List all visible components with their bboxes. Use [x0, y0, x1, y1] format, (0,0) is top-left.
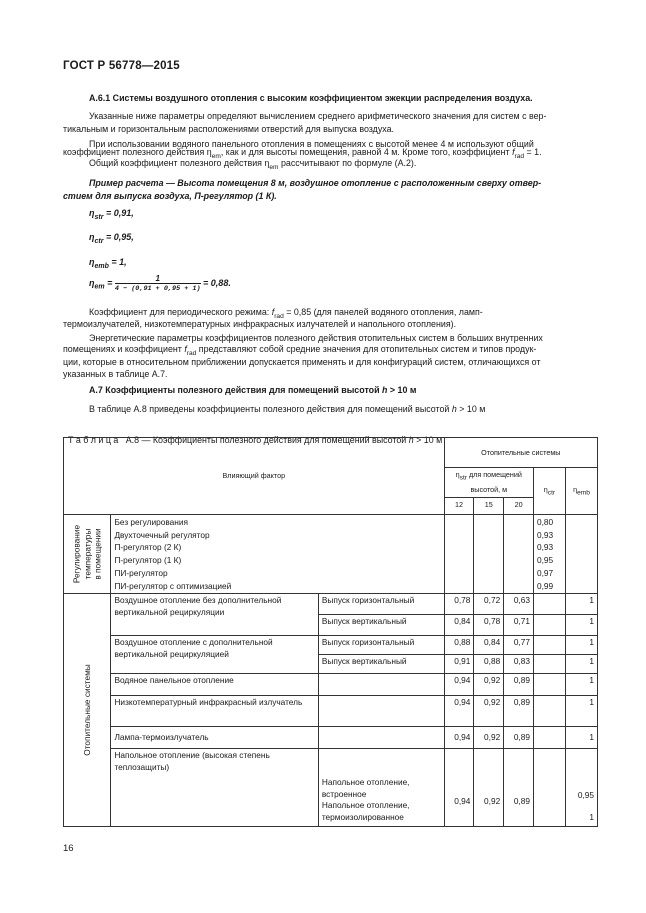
a7-p-b: > 10 м	[456, 404, 486, 414]
row-lamp-emitter: Лампа-термоизлучатель	[111, 727, 318, 749]
paragraph-1-line-1: Указанные ниже параметры определяют вычислением среднего арифметического значения для систем с вер-	[89, 111, 547, 121]
equation-eta-em	[89, 274, 231, 293]
cell-str-20: 0,83	[504, 655, 534, 674]
table-header-row-1	[64, 438, 598, 468]
regulation-item: П-регулятор (2 К)	[114, 542, 182, 553]
cell-str-15: 0,92	[474, 674, 504, 696]
header-factor: Влияющий фактор	[64, 438, 445, 515]
cell-emb: 1	[565, 696, 597, 727]
group-systems-text: Отопительные системы	[81, 664, 92, 756]
ctr-value: 0,80	[536, 517, 554, 527]
regulation-item: П-регулятор (1 К)	[114, 555, 182, 566]
cell-emb: 1	[565, 655, 597, 674]
p2-f: f	[512, 147, 515, 157]
eq-em-sym: η	[89, 277, 95, 288]
equation-eta-ctr	[89, 232, 134, 245]
cell-ctr	[533, 727, 565, 749]
cell-str-15: 0,92	[474, 749, 504, 827]
section-a7-paragraph	[89, 403, 485, 416]
p5-fsub: rad	[186, 349, 197, 357]
regulation-row	[64, 515, 598, 594]
group-regulation-label	[64, 515, 111, 594]
caption-text-b: > 10 м	[413, 435, 443, 446]
a7-p-h: h	[451, 404, 457, 414]
p2-sub: em	[211, 152, 221, 160]
eq-em-fraction	[115, 274, 201, 293]
example-line-1: Пример расчета — Высота помещения 8 м, воздушное отопление с расположенным сверху отвер-	[89, 178, 542, 188]
cell-str-12: 0,84	[444, 615, 474, 636]
p2-fsub: rad	[514, 152, 525, 160]
cell-str-20: 0,77	[504, 636, 534, 655]
floor-subtype: Напольное отопление, термоизолированное	[321, 800, 410, 822]
header-str-sub: str	[459, 474, 467, 482]
cell-ctr	[533, 696, 565, 727]
group1-l1: Регулирование	[71, 524, 82, 584]
cell-ctr	[533, 655, 565, 674]
regulation-emb	[565, 515, 597, 594]
eq-em-sub: em	[94, 283, 105, 291]
cell-str-12: 0,88	[444, 636, 474, 655]
row-air-no-recirc: Воздушное отопление без дополнительной вертикальной рециркуляции	[111, 594, 318, 636]
p4-fsub: rad	[274, 312, 284, 320]
group-systems-label	[64, 594, 111, 827]
cell-str-15: 0,84	[474, 636, 504, 655]
cell-ctr	[533, 674, 565, 696]
caption-text-a: Т а б л и ц а А.8 — Коэффициенты полезного действия для помещений высотой	[67, 435, 409, 446]
p2-text-a: коэффициент полезного действия η	[63, 147, 212, 157]
cell-str-12: 0,91	[444, 655, 474, 674]
table-row	[64, 727, 598, 749]
ctr-value: 0,97	[536, 567, 554, 578]
paragraph-4-line-2: термоизлучателей, низкотемпературных инфракрасных излучателей и напольного отопления).	[63, 319, 457, 329]
row-ir-emitter: Низкотемпературный инфракрасный излучатель	[111, 696, 318, 727]
document-header: ГОСТ Р 56778—2015	[63, 60, 180, 72]
header-eta-str	[444, 468, 533, 498]
cell-str-12: 0,94	[444, 674, 474, 696]
p4-text-a: Коэффициент для периодического режима:	[89, 307, 272, 317]
paragraph-1-line-2: тикальным и горизонтальным расположениями отверстий для выпуска воздуха.	[63, 124, 395, 134]
cell-str-15: 0,78	[474, 615, 504, 636]
table-row	[64, 749, 598, 827]
section-a7-title	[89, 384, 416, 397]
row-outlet: Выпуск горизонтальный	[318, 636, 444, 655]
table-row	[64, 594, 598, 615]
cell-emb: 1	[565, 674, 597, 696]
page-number: 16	[63, 843, 74, 854]
paragraph-5-line-1: Энергетические параметры коэффициентов полезного действия отопительных систем в больших внутренних	[89, 333, 543, 343]
regulation-str-15	[474, 515, 504, 594]
p4-f: f	[271, 307, 275, 317]
a7-title-b: > 10 м	[387, 385, 417, 395]
efficiency-table	[63, 437, 598, 827]
cell-str-20: 0,89	[504, 696, 534, 727]
table-row	[64, 674, 598, 696]
header-systems: Отопительные системы	[444, 438, 597, 468]
ctr-value: 0,93	[536, 529, 554, 540]
row-sub-empty	[318, 696, 444, 727]
floor-emb-value: 0,95	[577, 790, 594, 801]
header-ctr-sub: ctr	[547, 488, 556, 496]
paragraph-3	[89, 157, 416, 174]
eq-em-denominator: 4 − (0,91 + 0,95 + 1)	[114, 285, 201, 293]
cell-str-20: 0,89	[504, 749, 534, 827]
p3-sub: em	[269, 163, 279, 171]
cell-emb: 1	[565, 727, 597, 749]
paragraph-5-line-4: указанных в таблице А.7.	[63, 369, 168, 379]
regulation-item: Без регулирования	[114, 517, 188, 527]
table-row	[64, 696, 598, 727]
example-line-2: стием для выпуска воздуха, П-регулятор (1 К).	[63, 191, 277, 201]
cell-ctr	[533, 636, 565, 655]
regulation-item: ПИ-регулятор	[114, 567, 168, 578]
caption-h: h	[408, 435, 414, 446]
header-height-20: 20	[504, 498, 534, 515]
p5-text-a: помещениях и коэффициент	[63, 344, 185, 354]
header-str-text: для помещений высотой, м	[466, 470, 522, 495]
row-water-panel: Водяное панельное отопление	[111, 674, 318, 696]
eq-ctr-sub: ctr	[94, 237, 104, 245]
header-ctr-sym: η	[543, 484, 548, 494]
cell-str-15: 0,92	[474, 727, 504, 749]
paragraph-5-line-3: ции, которые в относительном приближении допускается применять и для конфигураций систем, отличающихся от	[63, 357, 541, 367]
cell-emb: 1	[565, 636, 597, 655]
a7-p-a: В таблице А.8 приведены коэффициенты полезного действия для помещений высотой	[89, 404, 452, 414]
equation-eta-str	[89, 208, 134, 221]
p5-text-b: представляют собой средние значения для отопительных систем и типов продук-	[196, 344, 537, 354]
cell-str-15: 0,72	[474, 594, 504, 615]
floor-subtype: Напольное отопление, встроенное	[321, 777, 410, 799]
header-height-12: 12	[444, 498, 474, 515]
row-sub-empty	[318, 727, 444, 749]
p5-f: f	[184, 344, 187, 354]
group1-l2: температуры	[81, 528, 92, 580]
eq-str-sym: η	[89, 208, 95, 218]
header-emb-sub: emb	[577, 488, 590, 496]
row-floor-subtypes	[318, 749, 444, 827]
regulation-ctr-values	[533, 515, 565, 594]
eq-emb-sym: η	[89, 257, 95, 267]
cell-str-15: 0,92	[474, 696, 504, 727]
regulation-items	[111, 515, 444, 594]
cell-emb-floor	[565, 749, 597, 827]
ctr-value: 0,95	[536, 555, 554, 566]
a7-title-a: А.7 Коэффициенты полезного действия для помещений высотой	[89, 385, 383, 395]
header-emb-sym: η	[573, 484, 578, 494]
equation-eta-emb	[89, 257, 127, 270]
p2-text-b: , как и для высоты помещения, равной 4 м. Кроме того, коэффициент	[220, 147, 513, 157]
cell-ctr	[533, 615, 565, 636]
eq-str-sub: str	[94, 213, 104, 221]
cell-str-20: 0,63	[504, 594, 534, 615]
row-outlet: Выпуск вертикальный	[318, 655, 444, 674]
a7-title-h: h	[382, 385, 388, 395]
row-sub-empty	[318, 674, 444, 696]
ctr-value: 0,93	[536, 542, 554, 553]
group-regulation-text	[71, 525, 103, 583]
cell-str-20: 0,89	[504, 727, 534, 749]
row-floor-heating: Напольное отопление (высокая степень теплозащиты)	[111, 749, 318, 827]
regulation-item: ПИ-регулятор с оптимизацией	[114, 580, 232, 591]
cell-str-12: 0,94	[444, 749, 474, 827]
p3-text-b: рассчитывают по формуле (А.2).	[278, 158, 417, 168]
eq-str-val: = 0,91,	[103, 208, 134, 218]
eq-em-equals: =	[104, 277, 115, 288]
ctr-value: 0,99	[536, 580, 554, 591]
p2-text-c: = 1.	[524, 147, 542, 157]
section-a61-title: А.6.1 Системы воздушного отопления с высоким коэффициентом эжекции распределения воздуха.	[89, 93, 533, 103]
header-eta-ctr	[533, 468, 565, 515]
row-outlet: Выпуск вертикальный	[318, 615, 444, 636]
cell-str-12: 0,78	[444, 594, 474, 615]
header-eta-emb	[565, 468, 597, 515]
cell-str-12: 0,94	[444, 696, 474, 727]
eq-emb-val: = 1,	[108, 257, 127, 267]
eq-em-numerator: 1	[115, 274, 201, 284]
header-str-sym: η	[455, 470, 460, 480]
cell-ctr	[533, 749, 565, 827]
cell-emb: 1	[565, 615, 597, 636]
regulation-item: Двухточечный регулятор	[114, 529, 210, 540]
cell-str-12: 0,94	[444, 727, 474, 749]
group1-l3: в помещении	[92, 528, 103, 580]
cell-str-15: 0,88	[474, 655, 504, 674]
eq-emb-sub: emb	[94, 262, 109, 270]
cell-ctr	[533, 594, 565, 615]
p4-text-b: = 0,85 (для панелей водяного отопления, ламп-	[283, 307, 483, 317]
eq-ctr-val: = 0,95,	[103, 232, 134, 242]
row-air-with-recirc: Воздушное отопление с дополнительной вертикальной рециркуляцией	[111, 636, 318, 674]
row-outlet: Выпуск горизонтальный	[318, 594, 444, 615]
paragraph-2-line-1: При использовании водяного панельного отопления в помещениях с высотой менее 4 м используют общий	[89, 139, 534, 149]
table-row	[64, 636, 598, 655]
eq-ctr-sym: η	[89, 232, 95, 242]
cell-str-20: 0,89	[504, 674, 534, 696]
regulation-str-20	[504, 515, 534, 594]
cell-str-20: 0,71	[504, 615, 534, 636]
p3-text-a: Общий коэффициент полезного действия η	[89, 158, 270, 168]
header-height-15: 15	[474, 498, 504, 515]
regulation-str-12	[444, 515, 474, 594]
cell-emb: 1	[565, 594, 597, 615]
floor-emb-value: 1	[589, 811, 594, 822]
eq-em-result: = 0,88.	[200, 277, 231, 288]
